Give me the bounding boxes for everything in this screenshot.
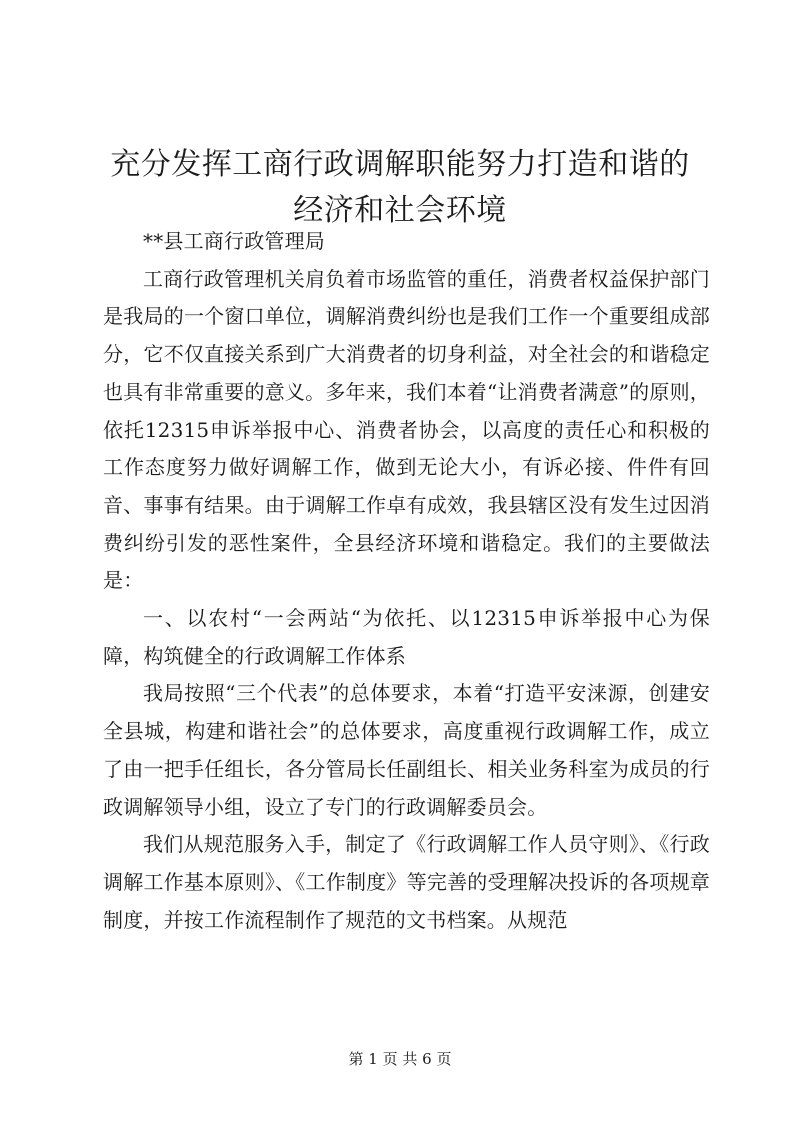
document-title: 充分发挥工商行政调解职能努力打造和谐的经济和社会环境: [110, 147, 690, 228]
document-body: [103, 223, 710, 939]
paragraph-regulations: 我们从规范服务入手，制定了《行政调解工作人员守则》、《行政调解工作基本原则》、《工作制度》等完善的受理解决投诉的各项规章制度，并按工作流程制作了规范的文书档案。从规范: [103, 832, 710, 932]
author-line: **县工商行政管理局: [143, 229, 325, 253]
section-heading-1: 一、以农村“一会两站“为依托、以12315申诉举报中心为保障，构筑健全的行政调解工作体系: [103, 606, 710, 668]
paragraph-organization: 我局按照“三个代表”的总体要求，本着“打造平安涞源，创建安全县城，构建和谐社会”的总体要求，高度重视行政调解工作，成立了由一把手任组长，各分管局长任副组长、相关业务科室为成员的行政调解领导小组，设立了专门的行政调解委员会。: [103, 681, 710, 819]
page-number: 第 1 页 共 6 页: [348, 1050, 452, 1068]
paragraph-intro: 工商行政管理机关肩负着市场监管的重任，消费者权益保护部门是我局的一个窗口单位，调解消费纠纷也是我们工作一个重要组成部分，它不仅直接关系到广大消费者的切身利益，对全社会的和谐稳定也具有非常重要的意义。多年来，我们本着“让消费者满意”的原则，依托12315申诉举报中心、消费者协会，以高度的责任心和积极的工作态度努力做好调解工作，做到无论大小，有诉必接、件件有回音、事事有结果。由于调解工作卓有成效，我县辖区没有发生过因消费纠纷引发的恶性案件，全县经济环境和谐稳定。我们的主要做法是：: [103, 266, 710, 593]
